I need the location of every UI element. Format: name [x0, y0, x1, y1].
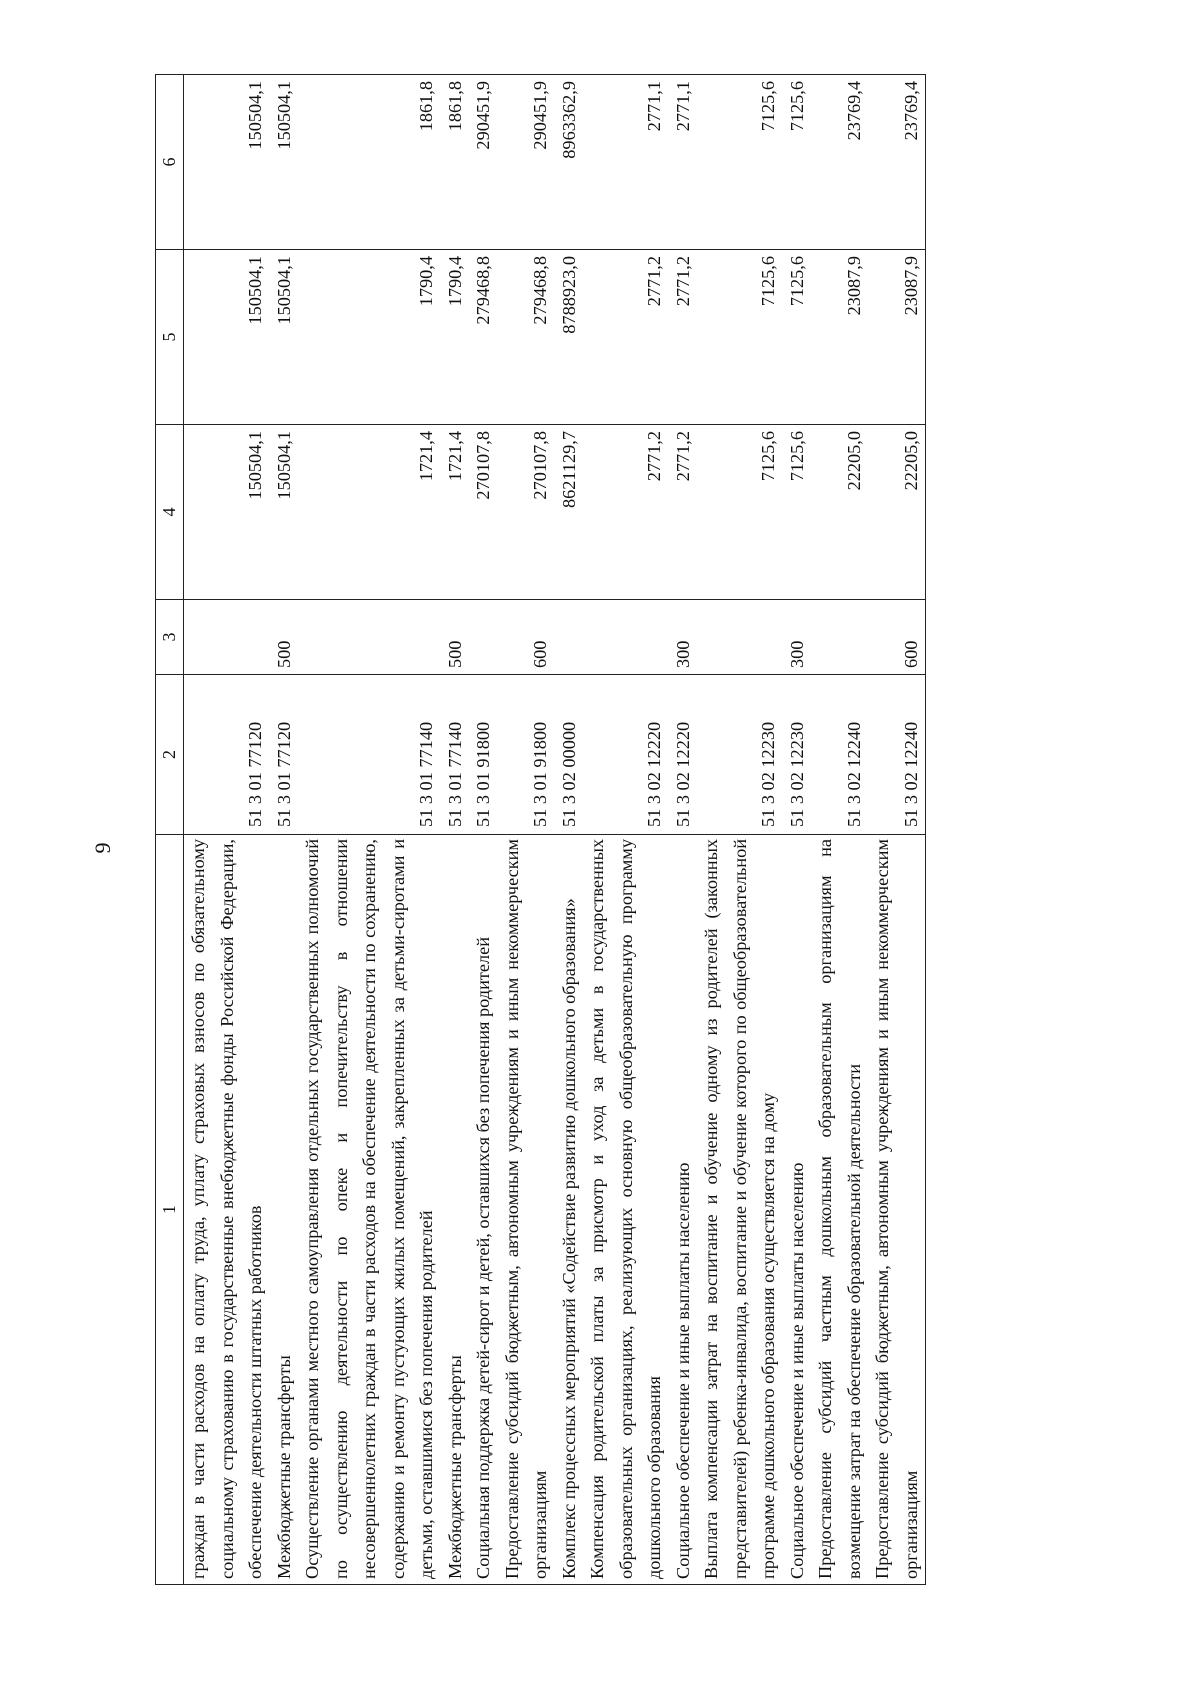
budget-table [155, 74, 926, 1585]
row-value-5: 150504,1 [184, 250, 270, 425]
row-value-4: 22205,0 [868, 425, 926, 600]
row-value-5: 2771,2 [583, 250, 669, 425]
table-row [184, 75, 270, 1585]
row-name: Межбюджетные трансферты [441, 835, 470, 1585]
header-cell-1: 1 [156, 835, 184, 1585]
row-value-4: 8621129,7 [555, 425, 584, 600]
page-number: 9 [90, 842, 115, 854]
header-cell-5: 5 [156, 250, 184, 425]
row-value-6: 290451,9 [498, 75, 555, 250]
row-value-4: 270107,8 [498, 425, 555, 600]
row-type [184, 600, 270, 675]
row-value-6: 290451,9 [469, 75, 498, 250]
row-type: 600 [868, 600, 926, 675]
row-value-6: 1861,8 [441, 75, 470, 250]
row-value-4: 7125,6 [783, 425, 812, 600]
row-name: Компенсация родительской платы за присмотр и уход за детьми в государственных образовательных организациях, реализующих основную общеобразовательную программу дошкольного образования [583, 835, 669, 1585]
row-value-4: 7125,6 [697, 425, 783, 600]
table-row [469, 75, 498, 1585]
row-value-6: 7125,6 [697, 75, 783, 250]
row-name: Осуществление органами местного самоуправления отдельных государственных полномочий по осуществлению деятельности по опеке и попечительству в отношении несовершеннолетних граждан в части расходов на обеспечение деятельности по сохранению, содержанию и ремонту пустующих жилых помещений, закрепленных за детьми-сиротами и детьми, оставшимися без попечения родителей [298, 835, 441, 1585]
row-type [811, 600, 868, 675]
row-value-6: 2771,1 [583, 75, 669, 250]
row-code: 51 3 02 12240 [811, 675, 868, 835]
row-value-4: 270107,8 [469, 425, 498, 600]
row-code: 51 3 01 77140 [441, 675, 470, 835]
row-code: 51 3 01 77140 [298, 675, 441, 835]
row-value-6: 150504,1 [184, 75, 270, 250]
table-row [498, 75, 555, 1585]
row-value-4: 2771,2 [669, 425, 698, 600]
row-name: Межбюджетные трансферты [270, 835, 299, 1585]
row-type: 300 [669, 600, 698, 675]
row-value-5: 7125,6 [697, 250, 783, 425]
table-row [270, 75, 299, 1585]
row-value-5: 279468,8 [498, 250, 555, 425]
row-value-5: 1790,4 [298, 250, 441, 425]
row-value-4: 150504,1 [270, 425, 299, 600]
row-name: Выплата компенсации затрат на воспитание и обучение одному из родителей (законных представителей) ребенка-инвалида, воспитание и обучение которого по общеобразовательной программе дошкольного образования осуществляется на дому [697, 835, 783, 1585]
row-type [298, 600, 441, 675]
row-value-5: 7125,6 [783, 250, 812, 425]
row-value-6: 7125,6 [783, 75, 812, 250]
table-row [441, 75, 470, 1585]
header-row [156, 75, 184, 1585]
header-cell-6: 6 [156, 75, 184, 250]
row-name: Социальное обеспечение и иные выплаты населению [783, 835, 812, 1585]
row-code: 51 3 01 77120 [270, 675, 299, 835]
row-code: 51 3 02 12220 [583, 675, 669, 835]
row-value-6: 2771,1 [669, 75, 698, 250]
row-name: Предоставление субсидий частным дошкольным образовательным организациям на возмещение затрат на обеспечение образовательной деятельности [811, 835, 868, 1585]
row-value-4: 22205,0 [811, 425, 868, 600]
row-value-5: 279468,8 [469, 250, 498, 425]
row-type: 300 [783, 600, 812, 675]
table-row [298, 75, 441, 1585]
table-row [811, 75, 868, 1585]
row-value-6: 8963362,9 [555, 75, 584, 250]
table-row [868, 75, 926, 1585]
row-type: 600 [498, 600, 555, 675]
row-code: 51 3 02 12240 [868, 675, 926, 835]
row-code: 51 3 01 77120 [184, 675, 270, 835]
row-code: 51 3 02 12230 [783, 675, 812, 835]
row-value-4: 1721,4 [441, 425, 470, 600]
row-value-6: 23769,4 [868, 75, 926, 250]
row-code: 51 3 02 00000 [555, 675, 584, 835]
header-cell-4: 4 [156, 425, 184, 600]
row-code: 51 3 01 91800 [498, 675, 555, 835]
row-value-5: 150504,1 [270, 250, 299, 425]
table-row [669, 75, 698, 1585]
table-row [555, 75, 584, 1585]
row-value-5: 23087,9 [868, 250, 926, 425]
header-cell-2: 2 [156, 675, 184, 835]
row-type [697, 600, 783, 675]
row-type [555, 600, 584, 675]
row-name: Социальная поддержка детей-сирот и детей, оставшихся без попечения родителей [469, 835, 498, 1585]
row-name: граждан в части расходов на оплату труда, уплату страховых взносов по обязательному социальному страхованию в государственные внебюджетные фонды Российской Федерации, обеспечение деятельности штатных работников [184, 835, 270, 1585]
table-row [697, 75, 783, 1585]
row-code: 51 3 02 12220 [669, 675, 698, 835]
row-code: 51 3 02 12230 [697, 675, 783, 835]
table-row [583, 75, 669, 1585]
row-type [469, 600, 498, 675]
row-name: Предоставление субсидий бюджетным, автономным учреждениям и иным некоммерческим организациям [498, 835, 555, 1585]
row-value-6: 1861,8 [298, 75, 441, 250]
row-value-4: 2771,2 [583, 425, 669, 600]
row-value-6: 150504,1 [270, 75, 299, 250]
rotated-page [155, 75, 1050, 1585]
row-value-6: 23769,4 [811, 75, 868, 250]
row-value-5: 2771,2 [669, 250, 698, 425]
row-name: Предоставление субсидий бюджетным, автономным учреждениям и иным некоммерческим организациям [868, 835, 926, 1585]
row-value-5: 23087,9 [811, 250, 868, 425]
row-value-5: 8788923,0 [555, 250, 584, 425]
row-value-4: 1721,4 [298, 425, 441, 600]
row-code: 51 3 01 91800 [469, 675, 498, 835]
header-cell-3: 3 [156, 600, 184, 675]
row-name: Социальное обеспечение и иные выплаты населению [669, 835, 698, 1585]
row-value-5: 1790,4 [441, 250, 470, 425]
table-row [783, 75, 812, 1585]
row-value-4: 150504,1 [184, 425, 270, 600]
row-type: 500 [270, 600, 299, 675]
row-name: Комплекс процессных мероприятий «Содействие развитию дошкольного образования» [555, 835, 584, 1585]
row-type [583, 600, 669, 675]
row-type: 500 [441, 600, 470, 675]
